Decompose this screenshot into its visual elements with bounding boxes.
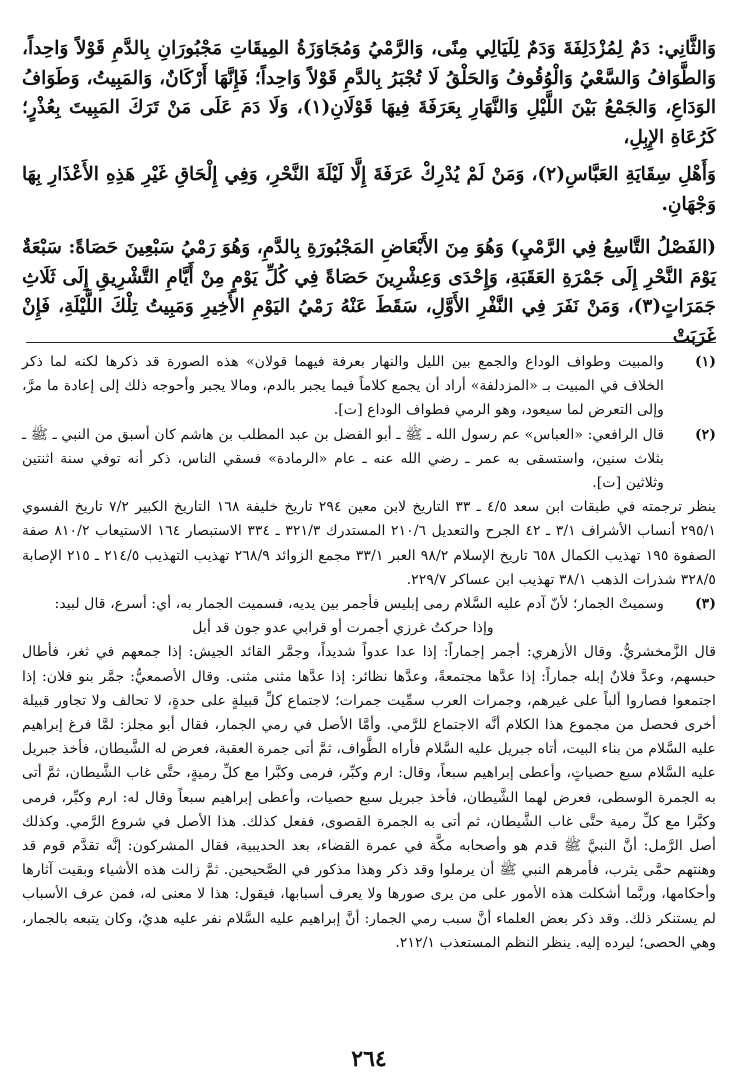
footnote-number: (١) <box>694 354 716 370</box>
footnote-text: قال الرافعي: «العباس» عم رسول الله ـ ﷺ ـ أبو الفضل بن عبد المطلب بن هاشم كان أسبق من النبي ـ ﷺ ـ بثلاث سنين، واستسقى به عمر ـ رضي الله عنه ـ عام «الرمادة» فسقي الناس، ذكر أنه توفي سنة اثنتين وثلاثين [ت]. <box>22 426 664 492</box>
main-text <box>22 34 716 359</box>
footnote-1 <box>22 350 716 423</box>
poetry-verse: وإذا حركتُ غرزي أجمرت أو قرابي عدو جون قد أبل <box>192 620 494 637</box>
footnote-text: قال الزَّمخشريُّ. وقال الأزهري: أجمر إجماراً: إذا عدا عدواً شديداً، وجمَّر القائد الجيش: إذا جمعهم في ثغر، فأطال حبسهم، وعدَّ فلانٌ إبله جماراً: إذا عدَّها مجتمعةً، وعدَّها نظائر: إذا عدَّها مثنى مثنى. وقال الأصمعيُّ: جمَّر بنو فلان: إذا اجتمعوا فصاروا ألباً على غيرهم، وجمرات العرب سمِّيت جمرات؛ لاجتماع كلِّ قبيلةٍ على حدةٍ، لا تحالف ولا تجاور قبيلة أخرى فحصل من مجموع هذا الكلام أنَّه الاجتماع للرَّمي. وأمَّا الأصل في رمي الجمار، فقال أبو مجلز: لمَّا فرغ إبراهيم عليه السَّلام من بناء البيت، أتاه جبريل عليه السَّلام فأراه الطَّواف، ثمَّ أتى جمرة العقبة، فعرض له الشَّيطان، فأخذ جبريل عليه السَّلام سبع حصياتٍ، وأعطى إبراهيم سبعاً، وقال: ارم وكبِّر، فرمى وكبَّرا مع كلِّ رميةٍ، حتَّى غاب الشَّيطان، ثمَّ أتى به الجمرة الوسطى، فعرض لهما الشَّيطان، فأخذ جبريل سبع حصيات، وأعطى إبراهيم سبعاً وقال له: ارم وكبِّر، فرمى وكبَّرا مع كلِّ رمية حتَّى غاب الشَّيطان، ثم أتى به الجمرة القصوى، ففعل كذلك. هذا الأصل في شروع الرَّمي. وكذلك أصل الرَّمل: أنَّ النبيَّ ﷺ قدم هو وأصحابه مكَّة في عمرة القضاء، بعد الحديبية، فقال المشركون: إنَّه تقدَّم قوم قد وهنتهم حمَّى يثرب، فأمرهم النبي ﷺ أن يرملوا وقد ذكر وهذا مذكور في الصَّحيحين. ثمَّ زالت هذه الأشياء وبقيت آثارها وأحكامها، وربَّما أشكلت هذه الأمور على من يرى صورها ولا يعرف أسبابها، فيقول: هذا لا معنى له، فمن عرف الأسباب لم يستنكر ذلك. وقد ذكر بعض العلماء أنَّ سبب رمي الجمار: أنَّ إبراهيم عليه السَّلام نفر عليه هديٌ، وكان يتبعه بالجمار، وهي الحصى؛ ليرده إليه. ينظر النظم المستعذب ٢١٢/١. <box>22 644 717 951</box>
footnotes <box>22 350 716 955</box>
footnote-divider <box>26 342 716 343</box>
footnote-intro: وسميتْ الجمار؛ لأنّ آدم عليه السَّلام رمى إبليس فأجمر بين يديه، فسميت الجمار به، أي: أسرع، قال لبيد: <box>54 596 664 613</box>
footnote-3-continued <box>22 640 716 955</box>
main-paragraph-section-9: (الفَصْلُ التَّاسِعُ فِي الرَّمْيِ) وَهُوَ مِنَ الأَبْعَاضِ المَجْبُورَةِ بِالدَّمِ، وَهُوَ رَمْيُ سَبْعِينَ حَصَاةً: سَبْعَةٌ يَوْمَ النَّحْرِ إِلَى جَمْرَةِ العَقَبَةِ، وَإِحْدَى وَعِشْرِينَ حَصَاةً فِي كُلِّ يَوْمٍ مِنْ أَيَّامِ التَّشْرِيقِ إِلَى ثَلَاثِ جَمَرَاتٍ(٣)، وَمَنْ نَفَرَ فِي النَّفْرِ الأَوَّلِ، سَقَطَ عَنْهُ رَمْيُ اليَوْمِ الأَخِيرِ وَمَبِيتُ تِلْكَ اللَّيْلَةِ، فَإِنْ غَرَبَتْ <box>22 237 716 347</box>
page-number: ٢٦٤ <box>351 1046 387 1072</box>
footnote-text: والمبيت وطواف الوداع والجمع بين الليل والنهار بعرفة فيهما قولان» هذه الصورة قد ذكرها لكنه لما ذكر الخلاف في المبيت بـ «المزدلفة» أراد أن يجمع كلاماً فيما يجبر بالدم، ومالا يجبر وأحوجه ذلك إلى إعادة ما مرَّ، وإلى التعرض لما سيعود، وهو الرمي فطواف الوداع [ت]. <box>22 354 664 419</box>
footnote-2 <box>22 423 716 496</box>
footnote-number: (٣) <box>694 596 716 613</box>
footnote-3 <box>22 592 716 640</box>
main-paragraph-1: وَالثَّانِي: دَمٌ لِمُزْدَلِفَةَ وَدَمٌ لِلَيَالِي مِنًى، وَالرَّمْيُ وَمُجَاوَزَةُ المِيقَاتِ مَجْبُورَانِ بِالدَّمِ قَوْلاً وَاحِداً، وَالطَّوَافُ وَالسَّعْيُ وَالْوُقُوفُ وَالحَلْقُ لَا تُجْبَرُ بِالدَّمِ قَوْلاً وَاحِداً؛ فَإِنَّهَا أَرْكَانٌ، وَالمَبِيتُ، وَطَوَافُ الوَدَاعِ، وَالجَمْعُ بَيْنَ اللَّيْلِ وَالنَّهَارِ بِعَرَفَةَ فِيهَا قَوْلَانِ(١)، وَلَا دَمَ عَلَى مَنْ تَرَكَ المَبِيتَ بِعُذْرٍ؛ كَرُعَاةِ الإِبِلِ، <box>22 38 716 148</box>
main-paragraph-2: وَأَهْلِ سِقَايَةِ العَبَّاسِ(٢)، وَمَنْ لَمْ يُدْرِكْ عَرَفَةَ إِلَّا لَيْلَةَ النَّحْرِ، وَفِي إِلْحَاقِ غَيْرِ هَذِهِ الأَعْذَارِ بِهَا وَجْهَانِ. <box>22 164 716 215</box>
footnote-2-references <box>22 495 716 592</box>
footnote-references: ينظر ترجمته في طبقات ابن سعد ٤/٥ ـ ٣٣ التاريخ لابن معين ٢٩٤ تاريخ خليفة ١٦٨ التاريخ الكبير ٧/٢ تاريخ الفسوي ٢٩٥/١ أنساب الأشراف ٣/١ ـ ٤٢ الجرح والتعديل ٢١٠/٦ المستدرك ٣٢١/٣ ـ ٣٣٤ الاستبصار ١٦٤ الاستيعاب ٨١٠/٢ صفة الصفوة ١٩٥ تهذيب الكمال ٦٥٨ تاريخ الإسلام ٩٨/٢ العبر ٣٣/١ مجمع الزوائد ٢٦٨/٩ تهذيب التهذيب ٢١٤/٥ ـ ٢١٥ الإصابة ٣٢٨/٥ شذرات الذهب ٣٨/١ تهذيب ابن عساكر ٢٢٩/٧. <box>22 499 717 588</box>
footnote-number: (٢) <box>694 426 716 443</box>
